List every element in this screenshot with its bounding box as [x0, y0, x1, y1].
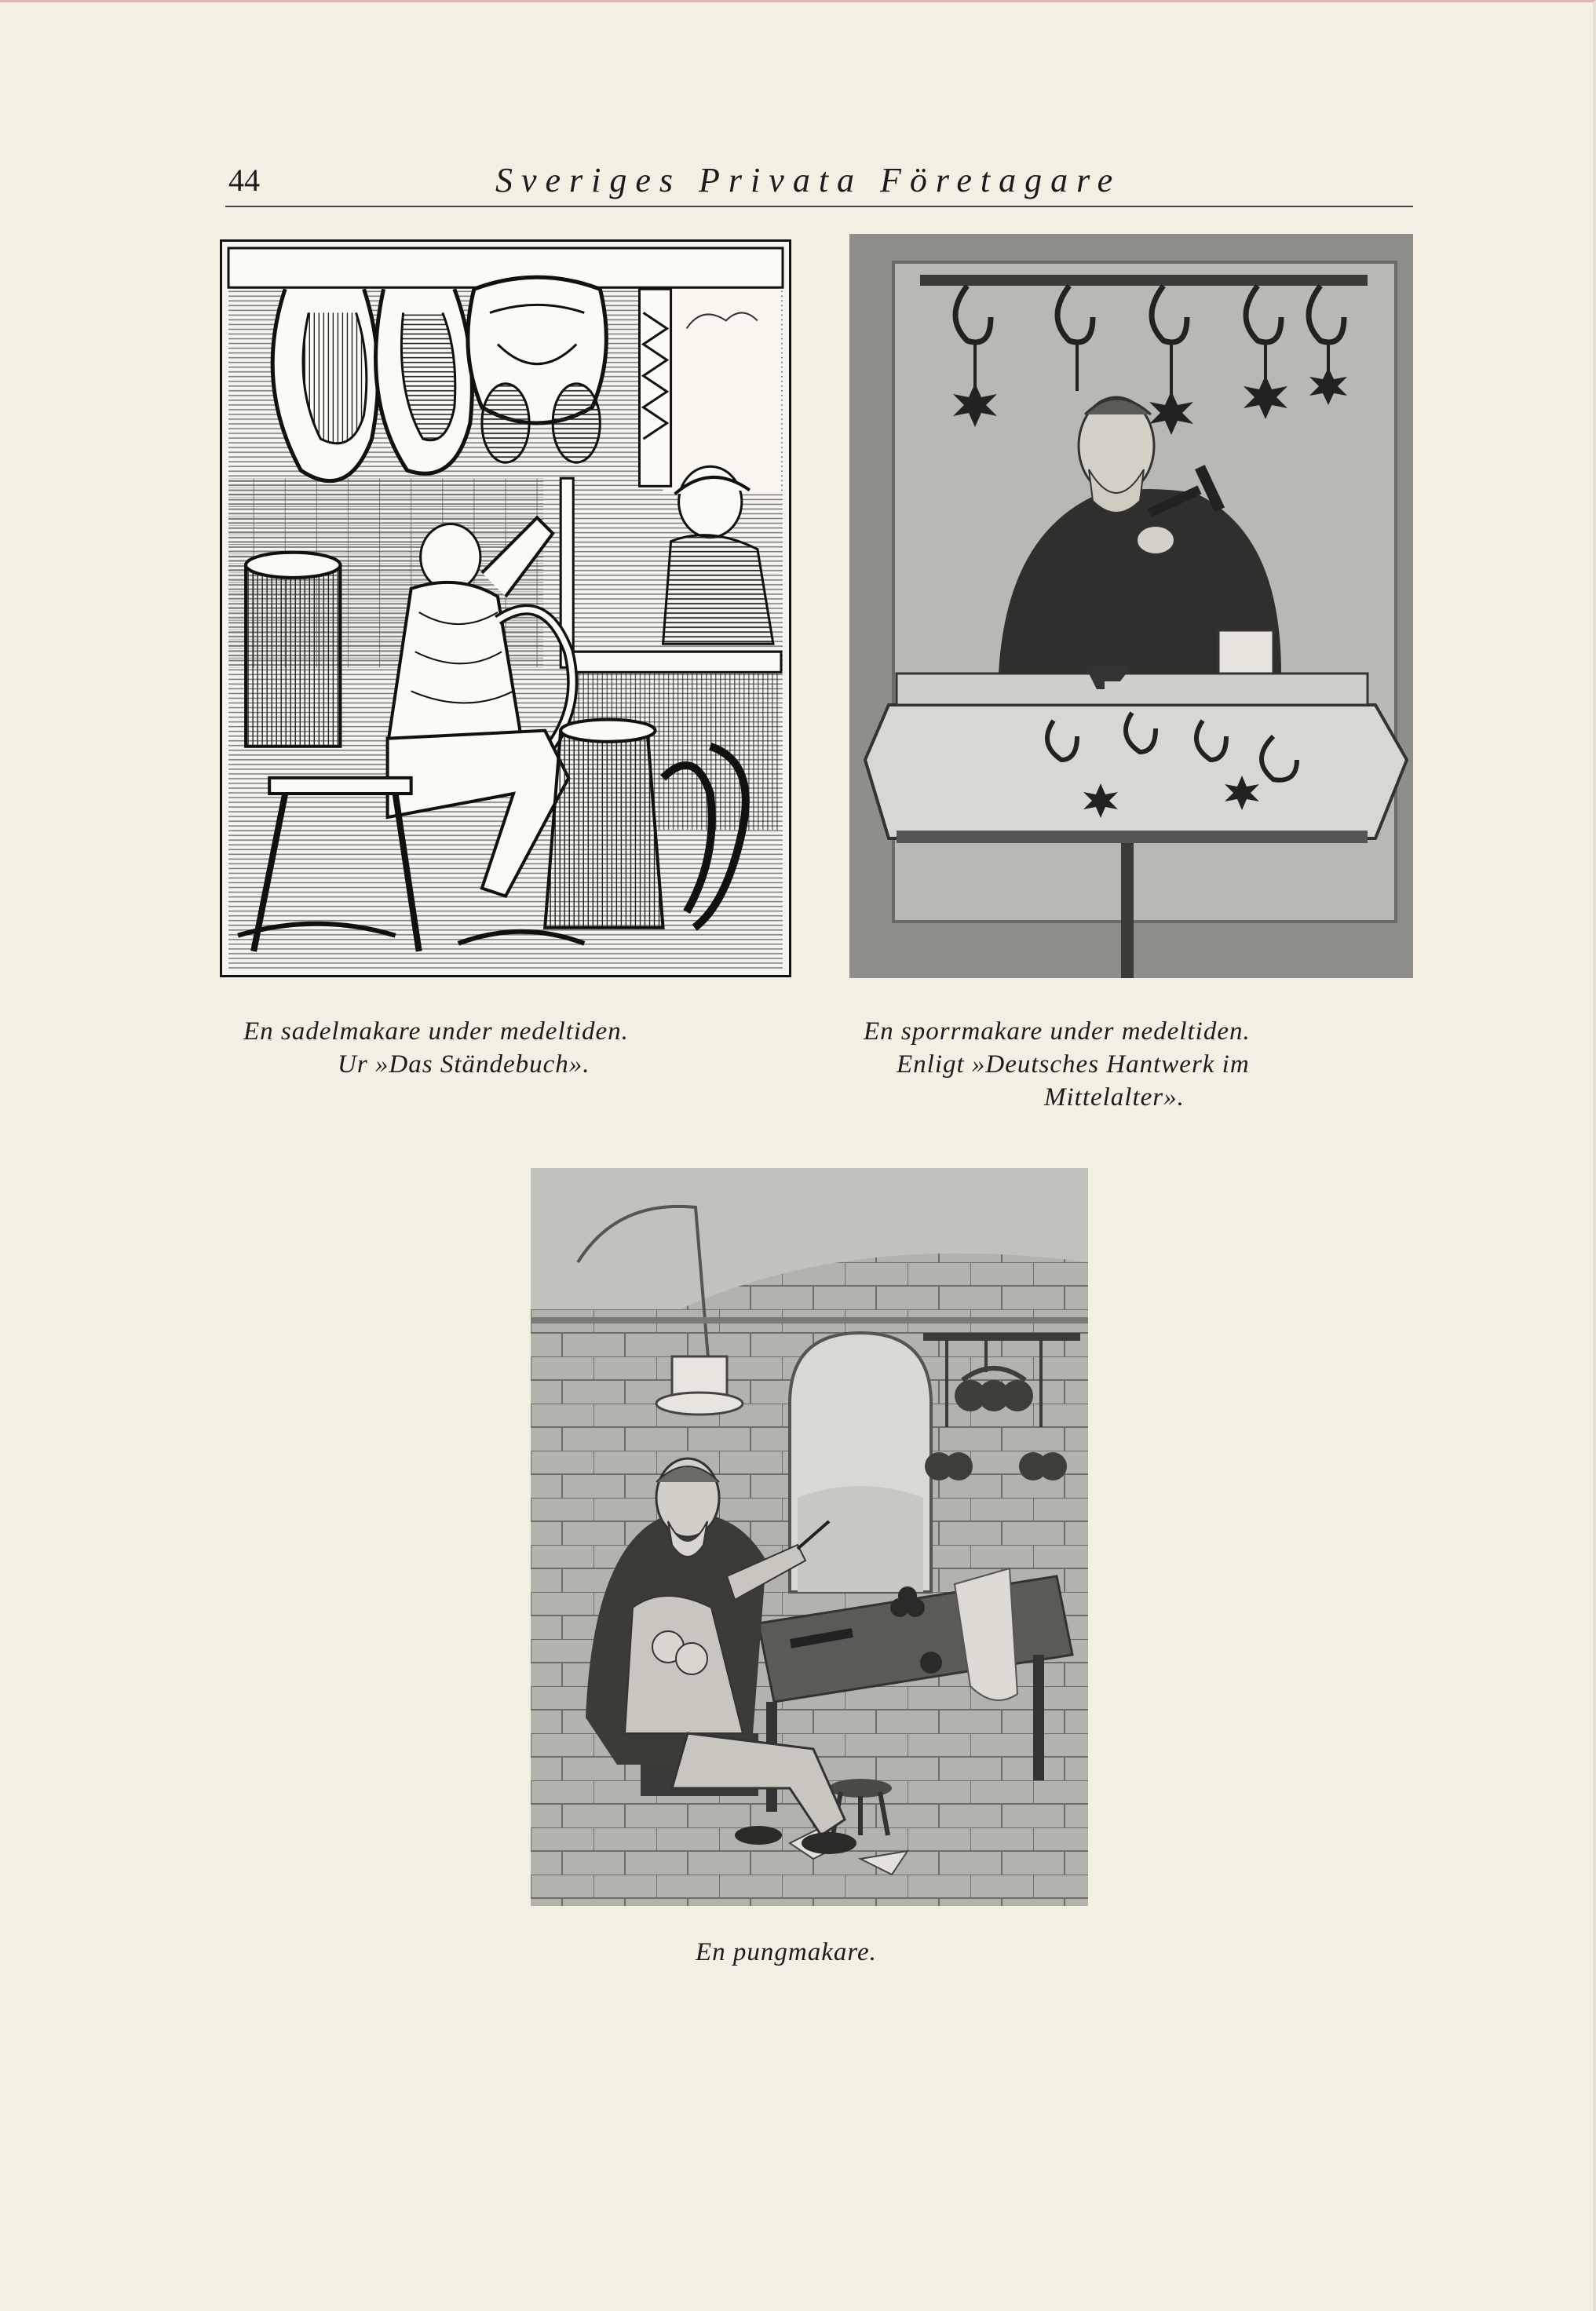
caption-line: [243, 1015, 761, 1048]
caption-line: Ur »Das Ständebuch».: [338, 1050, 590, 1079]
caption-saddle-maker: [243, 1015, 761, 1081]
journal-title: Sveriges Privata Företagare: [495, 161, 1122, 199]
caption-word: under: [428, 1017, 493, 1046]
saddle-maker-woodcut: [220, 239, 791, 977]
caption-purse-maker: [696, 1936, 877, 1969]
purse-maker-illustration: [531, 1168, 1088, 1906]
caption-word: medeltiden.: [499, 1017, 629, 1046]
caption-word: sporrmakare: [900, 1017, 1043, 1046]
caption-line: Mittelalter».: [1044, 1083, 1185, 1112]
caption-line: [864, 1015, 1405, 1048]
spur-maker-illustration: [849, 234, 1413, 978]
caption-line: En pungmakare.: [696, 1938, 877, 1966]
caption-spur-maker: [864, 1015, 1405, 1114]
page-number: 44: [228, 162, 260, 198]
caption-word: under: [1050, 1017, 1115, 1046]
caption-word: sadelmakare: [280, 1017, 422, 1046]
running-header: [225, 159, 1413, 207]
caption-word: En: [243, 1017, 274, 1046]
caption-line: Enligt »Deutsches Hantwerk im: [897, 1050, 1250, 1079]
caption-word: medeltiden.: [1121, 1017, 1251, 1046]
caption-word: En: [864, 1017, 894, 1046]
